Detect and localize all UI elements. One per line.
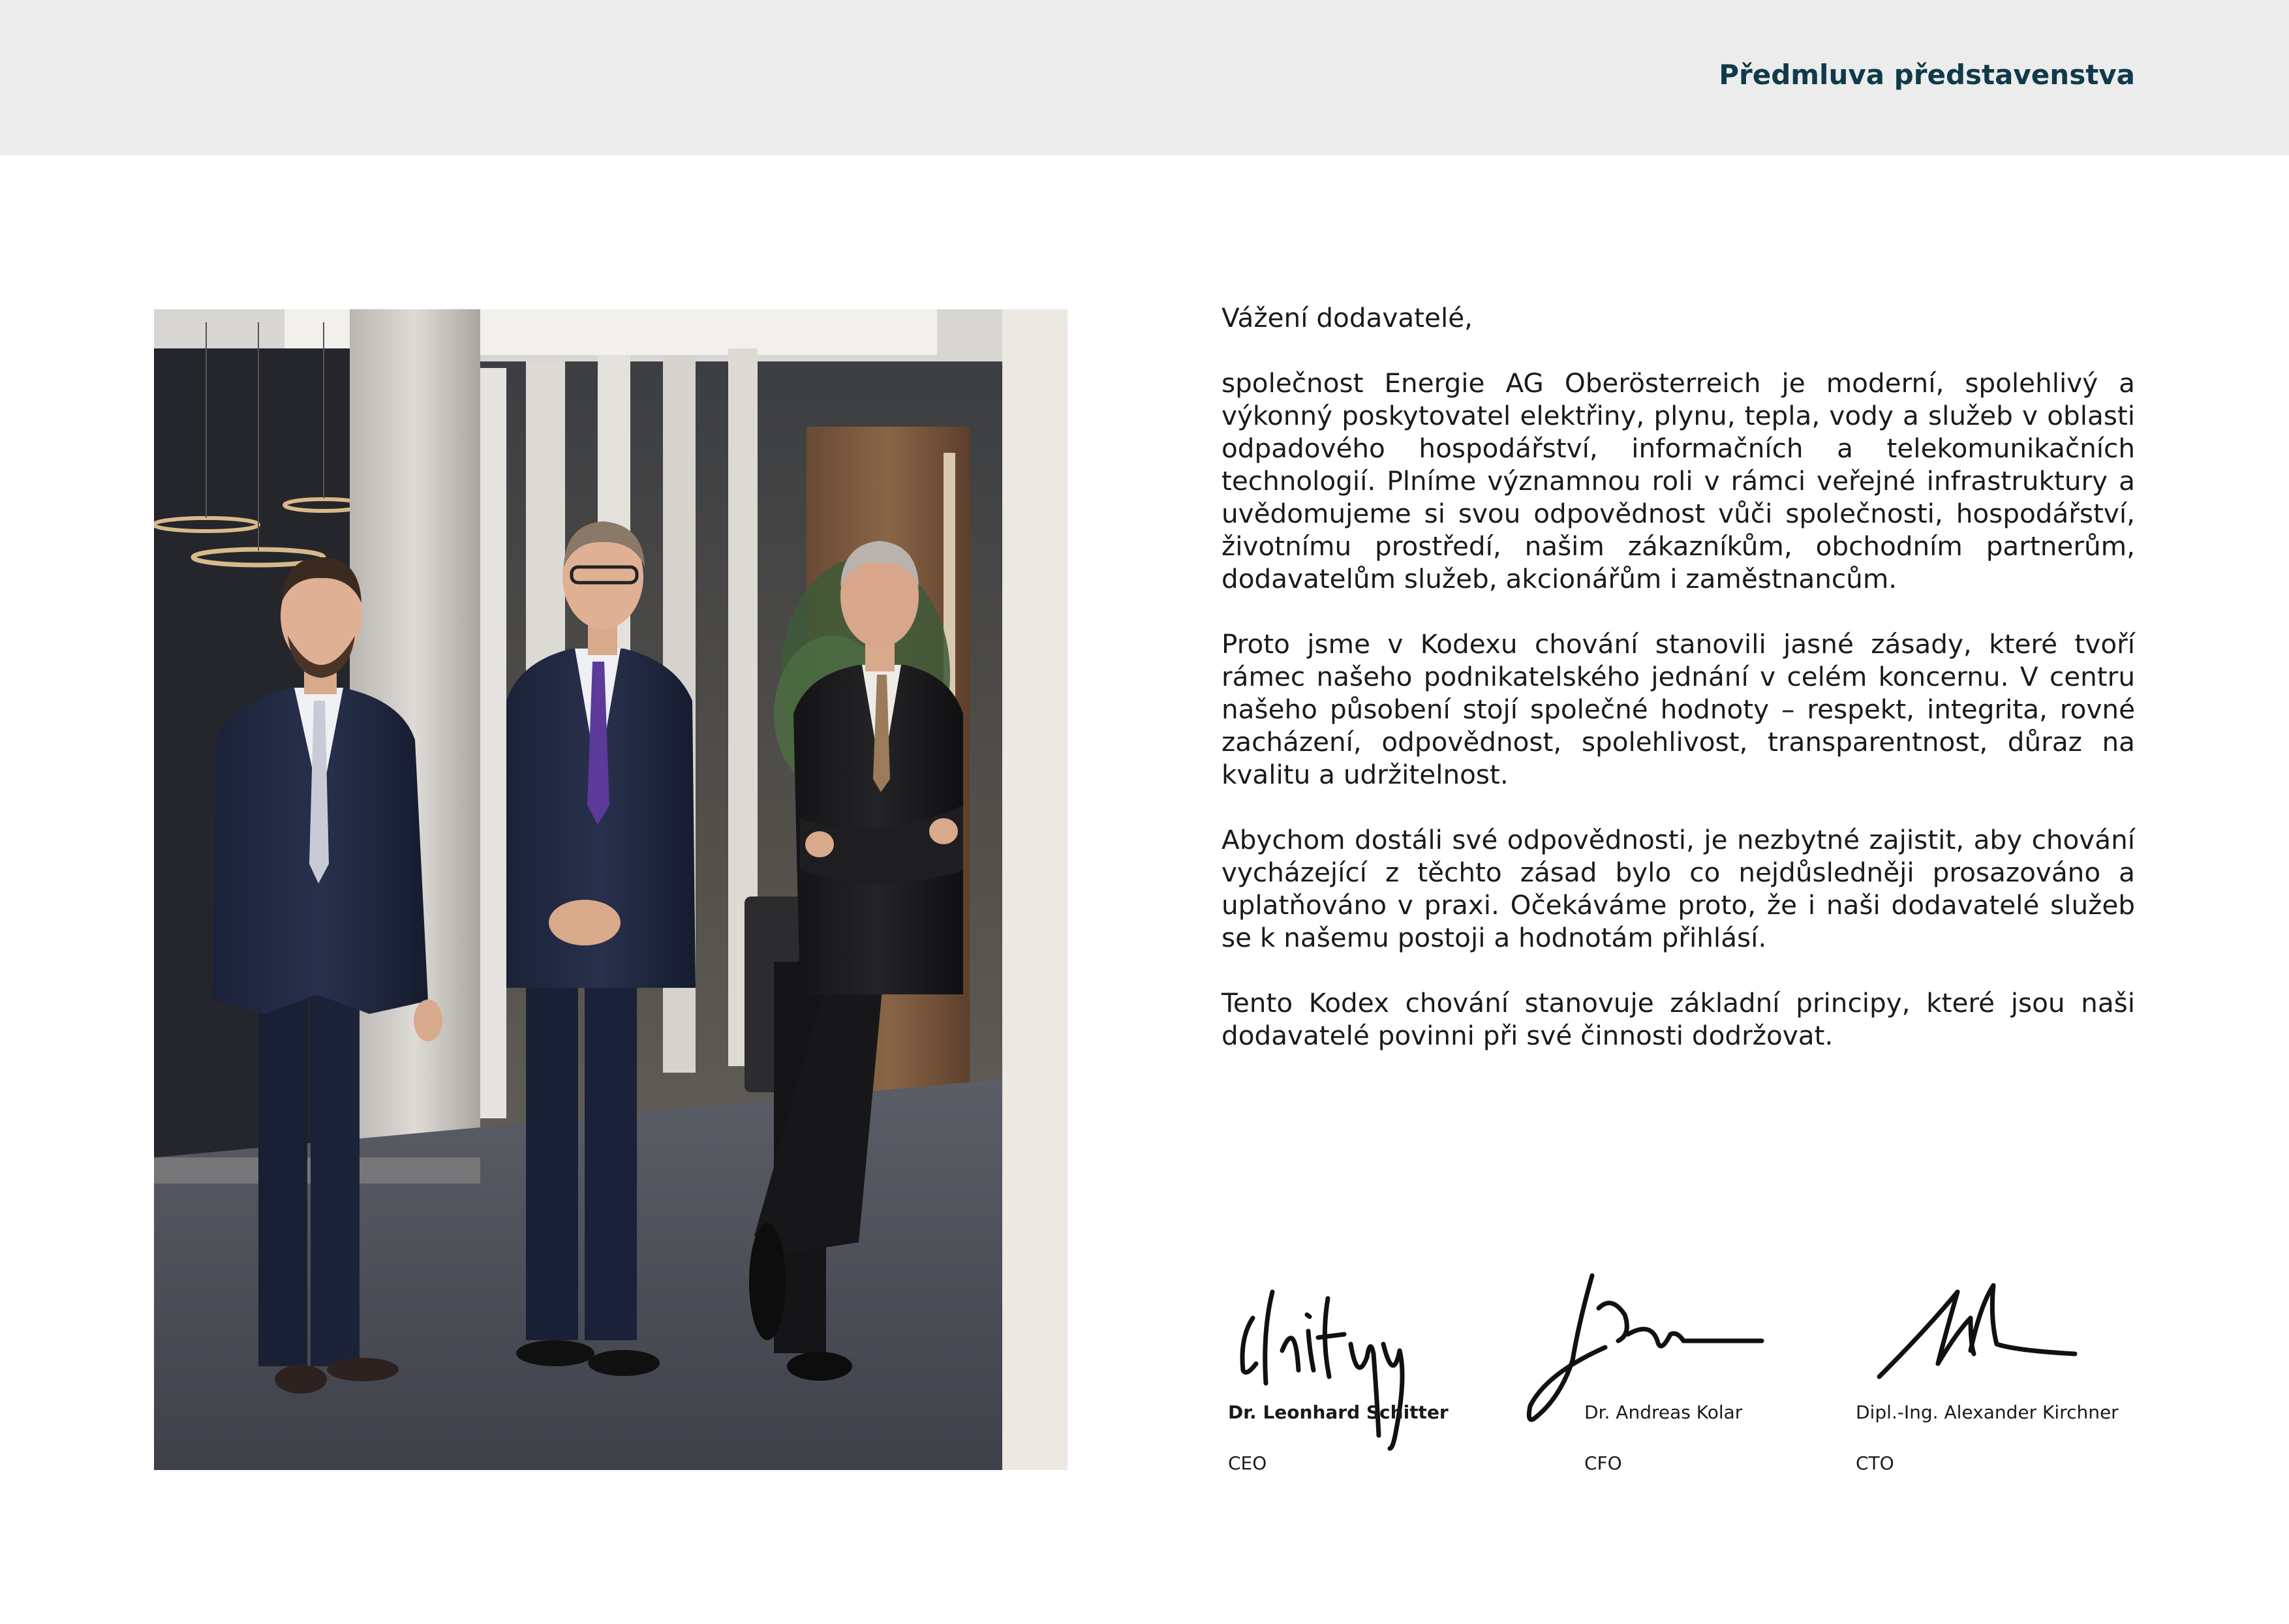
letter-salutation: Vážení dodavatelé, [1221, 302, 1473, 333]
signatory-role-cto: CTO [1856, 1452, 1894, 1474]
signature-schitter-icon [1237, 1279, 1458, 1455]
signatory-name-cfo: Dr. Andreas Kolar [1584, 1402, 1743, 1423]
signature-kirchner-icon [1873, 1279, 2082, 1390]
letter-paragraph-1: společnost Energie AG Oberösterreich je moderní, spolehlivý a výkonný poskytovatel elektřiny, plynu, tepla, vody a služeb v oblasti odpadového hospodářství, informačních a telekomunikačních technologií. Plníme významnou roli v rámci veřejné infrastruktury a uvědomujeme si svou odpovědnost vůči společnosti, hospodářství, životnímu prostředí, našim zákazníkům, obchodním partnerům, dodavatelům služeb, akcionářům i zaměstnancům. [1221, 367, 2135, 594]
signatory-role-ceo: CEO [1228, 1452, 1267, 1474]
signatory-name-ceo: Dr. Leonhard Schitter [1228, 1402, 1449, 1423]
page-title: Předmluva představenstva [1719, 59, 2135, 91]
board-members-photo [154, 309, 1068, 1470]
letter-paragraph-4: Tento Kodex chování stanovuje základní principy, které jsou naši dodavatelé povinni při své činnosti dodržovat. [1221, 987, 2135, 1051]
signatory-role-cfo: CFO [1584, 1452, 1622, 1474]
header-band [0, 0, 2289, 155]
letter-paragraph-2: Proto jsme v Kodexu chování stanovili jasné zásady, které tvoří rámec našeho podnikatelského jednání v celém koncernu. V centru našeho působení stojí společné hodnoty – respekt, integrita, rovné zacházení, odpovědnost, spolehlivost, transparentnost, důraz na kvalitu a udržitelnost. [1221, 628, 2135, 790]
foreword-letter [1221, 301, 2135, 1084]
letter-paragraph-3: Abychom dostáli své odpovědnosti, je nezbytné zajistit, aby chování vycházející z těchto zásad bylo co nejdůsledněji prosazováno a uplatňováno v praxi. Očekáváme proto, že i naši dodavatelé služeb se k našemu postoji a hodnotám přihlásí. [1221, 824, 2135, 953]
signatory-name-cto: Dipl.-Ing. Alexander Kirchner [1856, 1402, 2119, 1423]
